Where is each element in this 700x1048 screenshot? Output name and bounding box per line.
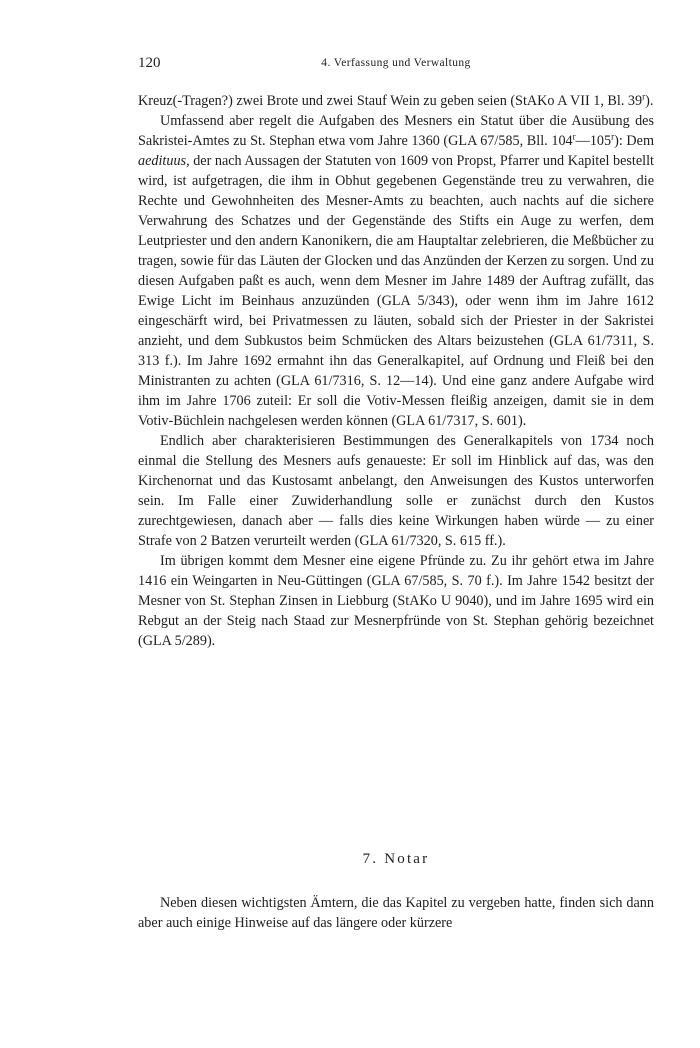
section-paragraph: Neben diesen wichtigsten Ämtern, die das Kapitel zu vergeben hatte, finden sich dann aber auch einige Hinweise auf das längere oder kürzere <box>138 895 654 931</box>
page-header <box>138 55 654 77</box>
page-number: 120 <box>138 55 161 71</box>
section-heading: 7. Notar <box>362 851 430 867</box>
paragraph-4: Im übrigen kommt dem Mesner eine eigene Pfründe zu. Zu ihr gehört etwa im Jahre 1416 ein Weingarten in Neu-Güttingen (GLA 67/585, S. 70 f.). Im Jahre 1542 besitzt der Mesner von St. Stephan Zinsen in Liebburg (StAKo U 9040), und im Jahre 1695 wird ein Rebgut an der Steig nach Staad zur Mesnerpfründe von St. Stephan gehörig bezeichnet (GLA 5/289). <box>138 553 654 649</box>
body-text <box>138 91 654 651</box>
paragraph-3: Endlich aber charakterisieren Bestimmungen des Generalkapitels von 1734 noch einmal die Stellung des Mesners aufs genaueste: Er soll im Hinblick auf das, was den Kirchenornat und das Kustosamt anbelangt, den Anweisungen des Kustos unterworfen sein. Im Falle einer Zuwiderhandlung solle er zunächst durch den Kustos zurechtgewiesen, danach aber — falls dies keine Wirkungen haben würde — zu einer Strafe von 2 Batzen verurteilt werden (GLA 61/7320, S. 615 ff.). <box>138 433 654 549</box>
running-head: 4. Verfassung und Verwaltung <box>321 57 471 69</box>
paragraph-1: Kreuz(-Tragen?) zwei Brote und zwei Stauf Wein zu geben seien (StAKo A VII 1, Bl. 39$^r$). <box>138 91 654 109</box>
section-text <box>138 893 654 933</box>
paragraph-2: Umfassend aber regelt die Aufgaben des Mesners ein Statut über die Ausübung des Sakristei-Amtes zu St. Stephan etwa vom Jahre 1360 (GLA 67/585, Bll. 104$^r$—105$^r$): Dem aedituus, der nach Aussagen der Statuten von 1609 von Propst, Pfarrer und Kapitel bestellt wird, ist aufgetragen, die ihm in Obhut gegebenen Gegenstände treu zu verwahren, die Rechte und Gewohnheiten des Mesner-Amts zu beachten, auch nachts auf die sichere Verwahrung des Schatzes und der Gegenstände des Stifts ein Auge zu werfen, dem Leutpriester und den andern Kanonikern, die am Hauptaltar zelebrieren, die Meßbücher zu tragen, sowie für das Läuten der Glocken und das Anzünden der Kerzen zu sorgen. Und zu diesen Aufgaben paßt es auch, wenn dem Mesner im Jahre 1489 der Auftrag zufällt, das Ewige Licht im Beinhaus anzuzünden (GLA 5/343), oder wenn ihm im Jahre 1612 eingeschärft wird, bei Privatmessen zu läuten, sobald sich der Priester in der Sakristei anzieht, und dem Subkustos beim Schmücken des Altars beizustehen (GLA 61/7311, S. 313 f.). Im Jahre 1692 ermahnt ihn das Generalkapitel, auf Ordnung und Fleiß bei den Ministranten zu achten (GLA 61/7316, S. 12—14). Und eine ganz andere Aufgabe wird ihm im Jahre 1706 zuteil: Er soll die Votiv-Messen fleißig anzeigen, damit sie in dem Votiv-Büchlein nachgelesen werden können (GLA 61/7317, S. 601). <box>138 113 655 429</box>
